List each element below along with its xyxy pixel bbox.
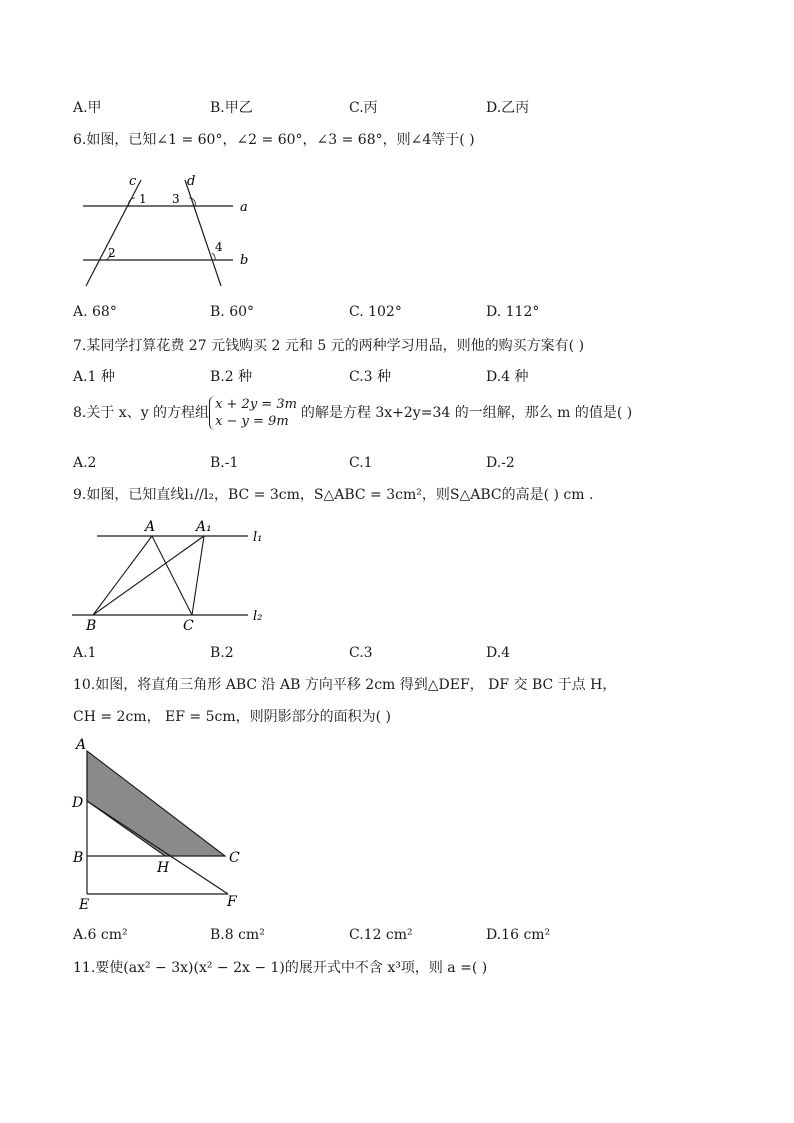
label-E: E xyxy=(79,897,90,913)
option-b: B.2 种 xyxy=(210,369,253,385)
option-b: B.甲乙 xyxy=(210,100,253,116)
q6-figure xyxy=(78,168,258,290)
equation-2: x − y = 9m xyxy=(215,414,289,429)
segment-ab xyxy=(93,536,152,615)
q8-stem-after: 的解是方程 3x+2y=34 的一组解，那么 m 的值是( ) xyxy=(300,405,633,421)
q8-options xyxy=(73,455,633,475)
option-d: D.16 cm² xyxy=(486,927,551,943)
option-a: A.6 cm² xyxy=(73,927,128,943)
option-c: C.3 xyxy=(349,645,373,661)
angle4-arc xyxy=(212,253,215,260)
label-angle2: 2 xyxy=(108,246,116,260)
q8-stem xyxy=(73,396,632,430)
q11-stem: 11.要使(ax² − 3x)(x² − 2x − 1)的展开式中不含 x³项，则 a =( ) xyxy=(73,960,488,976)
label-a: a xyxy=(240,200,248,215)
equation-1: x + 2y = 3m xyxy=(215,397,297,412)
option-b: B.8 cm² xyxy=(210,927,265,943)
label-A: A xyxy=(145,519,156,535)
label-B: B xyxy=(73,850,84,866)
option-a: A.1 xyxy=(73,645,97,661)
label-D: D xyxy=(72,795,84,811)
label-b: b xyxy=(240,253,249,268)
q10-figure xyxy=(70,733,255,915)
label-angle3: 3 xyxy=(172,192,180,206)
q5-options xyxy=(73,97,633,117)
q10-stem-line2: CH = 2cm， EF = 5cm，则阴影部分的面积为( ) xyxy=(73,709,391,725)
option-b: B. 60° xyxy=(210,304,255,320)
label-F: F xyxy=(227,894,237,910)
option-a: A.1 种 xyxy=(73,369,115,385)
line-d xyxy=(185,180,221,286)
label-A1: A₁ xyxy=(196,519,212,535)
q10-stem-line1: 10.如图，将直角三角形 ABC 沿 AB 方向平移 2cm 得到△DEF， DF 交 BC 于点 H， xyxy=(73,677,617,693)
label-C: C xyxy=(183,618,194,634)
label-H: H xyxy=(157,860,170,876)
q7-options xyxy=(73,366,633,386)
label-C: C xyxy=(229,850,240,866)
q6-stem: 6.如图，已知∠1 = 60°，∠2 = 60°，∠3 = 68°，则∠4等于( ) xyxy=(73,132,475,148)
option-a: A. 68° xyxy=(73,304,117,320)
shaded-region xyxy=(87,751,225,856)
option-d: D.4 种 xyxy=(486,369,529,385)
equation-system xyxy=(209,396,301,430)
option-b: B.2 xyxy=(210,645,234,661)
label-l2: l₂ xyxy=(253,609,263,624)
q9-figure xyxy=(70,514,275,636)
label-d: d xyxy=(187,174,196,189)
q7-stem: 7.某同学打算花费 27 元钱购买 2 元和 5 元的两种学习用品，则他的购买方案有( ) xyxy=(73,338,585,354)
option-c: C.1 xyxy=(349,455,373,471)
q6-options xyxy=(73,304,633,324)
label-angle4: 4 xyxy=(215,240,223,254)
option-c: C.丙 xyxy=(349,100,378,116)
label-c: c xyxy=(129,174,137,189)
option-c: C.12 cm² xyxy=(349,927,413,943)
option-a: A.甲 xyxy=(73,100,102,116)
q8-stem-before: 8.关于 x、y 的方程组 xyxy=(73,405,210,421)
option-d: D.4 xyxy=(486,645,511,661)
segment-a1b xyxy=(93,536,204,615)
q10-options xyxy=(73,927,633,947)
option-d: D. 112° xyxy=(486,304,540,320)
option-d: D.-2 xyxy=(486,455,515,471)
option-c: C. 102° xyxy=(349,304,402,320)
option-d: D.乙丙 xyxy=(486,100,530,116)
segment-ac xyxy=(152,536,192,615)
label-l1: l₁ xyxy=(253,530,263,545)
label-B: B xyxy=(86,618,97,634)
line-c xyxy=(86,180,141,286)
option-c: C.3 种 xyxy=(349,369,392,385)
q9-options xyxy=(73,645,633,665)
segment-a1c xyxy=(192,536,204,615)
label-angle1: 1 xyxy=(139,192,147,206)
q9-stem: 9.如图，已知直线l₁//l₂，BC = 3cm，S△ABC = 3cm²，则S△ABC的高是( ) cm . xyxy=(73,487,594,503)
label-A: A xyxy=(76,737,87,753)
option-a: A.2 xyxy=(73,455,97,471)
option-b: B.-1 xyxy=(210,455,239,471)
